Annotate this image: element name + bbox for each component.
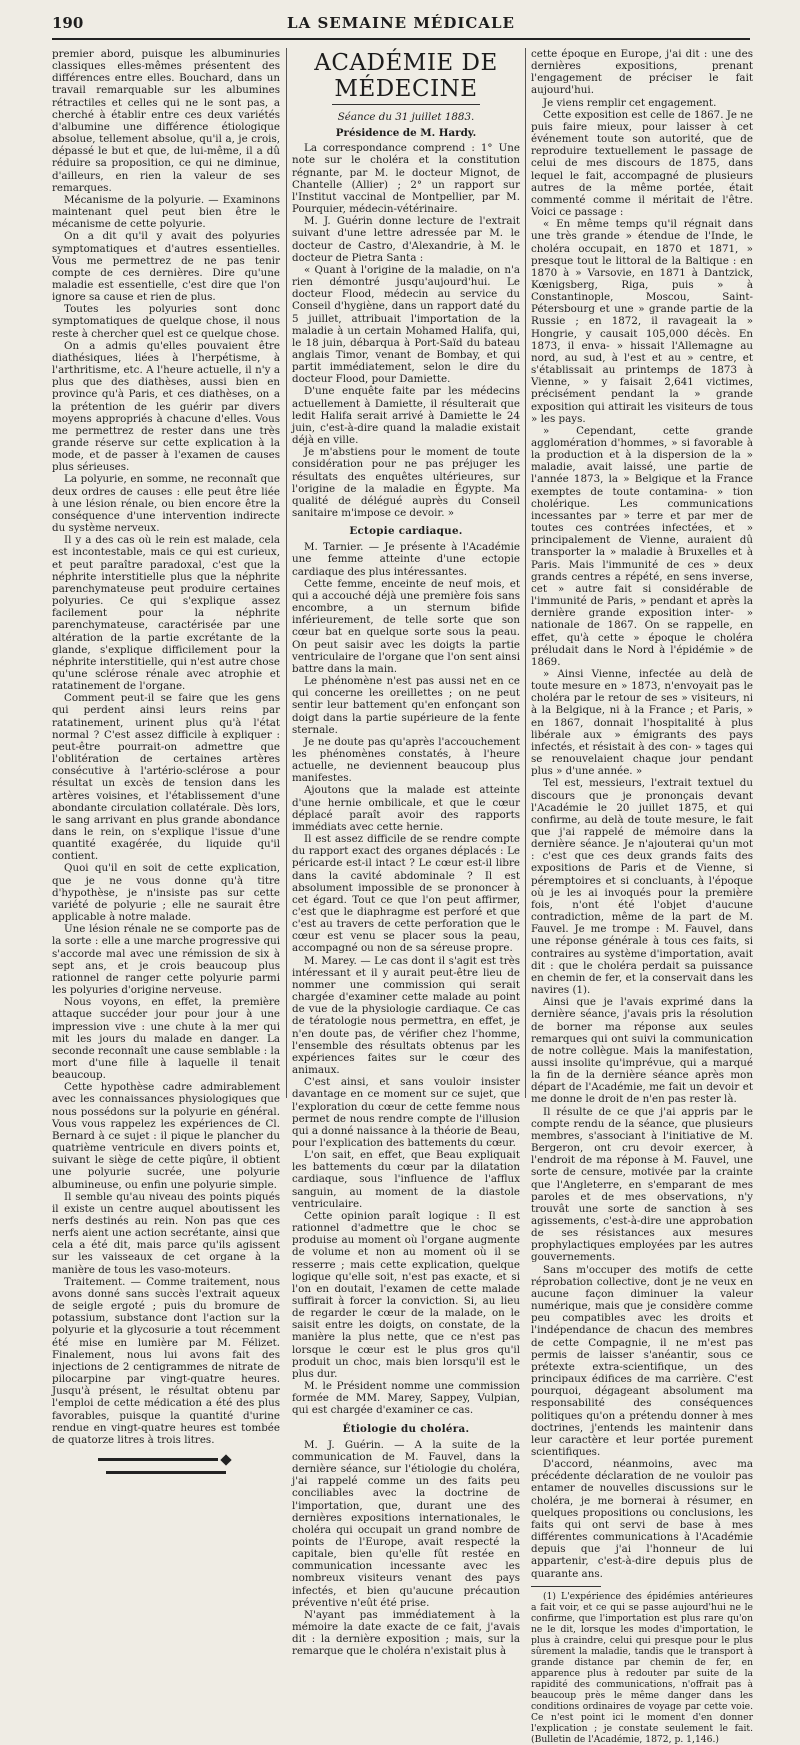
page-header <box>52 14 750 36</box>
ornament-bar <box>98 1458 218 1461</box>
paragraph: Cette exposition est celle de 1867. Je ne puis faire mieux, pour laisser à cet événement toute son autorité, que de reproduire textuellement le passage de celui de mes discours de 1875, dans lequel le fait, accompagné de plusieurs autres de la même portée, était commenté comme il méritait de l'être. Voici ce passage : <box>531 108 753 219</box>
paragraph: Sans m'occuper des motifs de cette réprobation collective, dont je ne veux en aucune façon diminuer la valeur numérique, mais que je considère comme peu compatibles avec les droits et l'indépendance de chacun des membres de cette Compagnie, il ne m'est pas permis de laisser s'anéantir, sous ce prétexte extra-scientifique, un des principaux édifices de ma carrière. C'est pourquoi, dégageant absolument ma responsabilité des conséquences politiques qu'on a prétendu donner à mes doctrines, j'entends les maintenir dans leur caractère et leur portée purement scientifiques. <box>531 1263 753 1458</box>
page-number: 190 <box>52 14 84 32</box>
paragraph: Le phénomène n'est pas aussi net en ce qui concerne les oreillettes ; on ne peut sentir leur battement qu'en enfonçant son doigt dans la partie supérieure de la fente sternale. <box>292 675 520 736</box>
paragraph: Cette femme, enceinte de neuf mois, et qui a accouché déjà une première fois sans encombre, a un sternum bifide inférieurement, de telle sorte que son cœur bat en quelque sorte sous la peau. On peut saisir avec les doigts la partie ventriculaire de l'organe que l'on sent ainsi battre dans la main. <box>292 577 520 675</box>
paragraph: M. J. Guérin donne lecture de l'extrait suivant d'une lettre adressée par M. le docteur de Castro, d'Alexandrie, à M. le docteur de Pietra Santa : <box>292 215 520 264</box>
paragraph: Toutes les polyuries sont donc symptomatiques de quelque chose, il nous reste à chercher quel est ce quelque chose. <box>52 303 280 340</box>
section-title: ACADÉMIE DE MÉDECINE <box>314 50 498 102</box>
section-rule <box>332 104 480 105</box>
subheading-etiologie: Étiologie du choléra. <box>342 1422 470 1435</box>
paragraph: Je viens remplir cet engagement. <box>543 96 717 109</box>
paragraph: Mécanisme de la polyurie. — Examinons maintenant quel peut bien être le mécanisme de cette polyurie. <box>52 193 280 231</box>
running-title: LA SEMAINE MÉDICALE <box>287 14 515 32</box>
paragraph: L'on sait, en effet, que Beau expliquait les battements du cœur par la dilatation cardiaque, sous l'influence de l'afflux sanguin, au moment de la diastole ventriculaire. <box>292 1149 520 1210</box>
column-2 <box>292 48 520 1658</box>
footnote-rule <box>531 1586 601 1587</box>
ornament-bar <box>106 1471 226 1474</box>
paragraph: La correspondance comprend : 1° Une note sur le choléra et la constitution régnante, par M. le docteur Mignot, de Chantelle (Allier) ; 2° un rapport sur l'Institut vaccinal de Montpellier, par M. Pourquier, médecin-vétérinaire. <box>292 142 520 216</box>
paragraph: « Quant à l'origine de la maladie, on n'a rien démontré jusqu'aujourd'hui. Le docteur Flood, médecin au service du Conseil d'hygiène, dans un rapport daté du 5 juillet, attribuait l'importation de la maladie à un certain Mohamed Halifa, qui, le 18 juin, débarqua à Port-Saïd du bateau anglais Timor, venant de Bombay, et qui partit immédiatement, selon le dire du docteur Flood, pour Damiette. <box>292 263 520 386</box>
quoted-paragraph: » Cependant, cette grande agglomération d'hommes, » si favorable à la production et à la dispersion de la » maladie, avait laissé, une partie de l'année 1873, la » Belgique et la France exemptes de toute contamina- » tion cholérique. Les communications incessantes par » terre et par mer de toutes ces contrées infectées, et » principalement de Vienne, auraient dû transporter la » maladie à Bruxelles et à Paris. Mais l'immunité de ces » deux grands centres a répété, en sens inverse, cet » autre fait si considérable de l'immunité de Paris, » pendant et après la dernière grande exposition inter- » nationale de 1867. On se rappelle, en effet, qu'à cette » époque le choléra préludait dans le Nord à l'épidémie » de 1869. <box>531 424 753 668</box>
column-1 <box>52 48 280 1446</box>
column-divider-1 <box>286 48 287 1098</box>
quoted-paragraph: » Ainsi Vienne, infectée au delà de toute mesure en » 1873, n'envoyait pas le choléra par le retour de ses » visiteurs, ni à la Belgique, ni à la France ; et Paris, » en 1867, donnait l'hospitalité à plus libérale aux » émigrants des pays infectés, et résistait à des con- » tages qui se renouvelaient chaque jour pendant plus » d'une année. » <box>531 667 753 778</box>
paragraph: Comment peut-il se faire que les gens qui perdent ainsi leurs reins par ratatinement, urinent plus qu'à l'état normal ? C'est assez difficile à expliquer : peut-être pourrait-on admettre que l'oblitération de certaines artères consécutive à l'artério-sclérose a pour résultat un excès de tension dans les artères voisines, et l'établissement d'une abondante circulation collatérale. Dès lors, le sang arrivant en plus grande abondance dans le rein, on s'explique l'issue d'une quantité exagérée, du liquide qu'il contient. <box>52 692 280 863</box>
paragraph: Il y a des cas où le rein est malade, cela est incontestable, mais ce qui est curieux, et peut paraître paradoxal, c'est que la néphrite interstitielle plus que la néphrite parenchymateuse peut produire certaines polyuries. Ce qui s'explique assez facilement pour la néphrite parenchymateuse, caractérisée par une altération de la partie excrétante de la glande, s'explique difficilement pour la néphrite interstitielle, qui n'est autre chose qu'une sclérose rénale avec atrophie et ratatinement de l'organe. <box>52 534 280 693</box>
column-divider-2 <box>525 48 526 1098</box>
paragraph: M. J. Guérin. — A la suite de la communication de M. Fauvel, dans la dernière séance, sur l'étiologie du choléra, j'ai rappelé comme un des faits peu conciliables avec la doctrine de l'importation, que, durant une des dernières expositions internationales, le choléra qui occupait un grand nombre de points de l'Europe, avait respecté la capitale, bien qu'elle fût restée en communication incessante avec les nombreux visiteurs venant des pays infectés, et bien qu'aucune précaution préventive n'eût été prise. <box>292 1438 520 1609</box>
paragraph: Cette opinion paraît logique : Il est rationnel d'admettre que le choc se produise au moment où l'organe augmente de volume et non au moment où il se resserre ; mais cette explication, quelque logique qu'elle soit, n'est pas exacte, et si l'on en doutait, l'examen de cette malade suffirait à forcer la conviction. Si, au lieu de regarder le cœur de la malade, on le saisit entre les doigts, on constate, de la manière la plus nette, que ce n'est pas lorsque le cœur est le plus gros qu'il produit un choc, mais bien lorsqu'il est le plus dur. <box>292 1209 520 1380</box>
paragraph: D'une enquête faite par les médecins actuellement à Damiette, il résulterait que ledit Halifa serait arrivé à Damiette le 24 juin, c'est-à-dire quand la maladie existait déjà en ville. <box>292 385 520 447</box>
paragraph: Quoi qu'il en soit de cette explication, que je ne vous donne qu'à titre d'hypothèse, je n'insiste pas sur cette variété de polyurie ; elle ne saurait être applicable à notre malade. <box>52 862 280 924</box>
header-rule <box>52 38 750 40</box>
paragraph: Traitement. — Comme traitement, nous avons donné sans succès l'extrait aqueux de seigle ergoté ; puis du bromure de potassium, substance dont l'action sur la polyurie et la glycosurie a tout récemment été mise en lumière par M. Félizet. Finalement, nous lui avons fait des injections de 2 centigrammes de nitrate de pilocarpine par vingt-quatre heures. Jusqu'à présent, le résultat obtenu par l'emploi de cette médication a été des plus favorables, puisque la quantité d'urine rendue en vingt-quatre heures est tombée de quatorze litres à trois litres. <box>52 1275 280 1446</box>
paragraph: N'ayant pas immédiatement à la mémoire la date exacte de ce fait, j'avais dit : la dernière exposition ; mais, sur la remarque que le choléra n'existait plus à <box>292 1608 520 1658</box>
paragraph: La polyurie, en somme, ne reconnaît que deux ordres de causes : elle peut être liée à une lésion rénale, ou bien encore être la conséquence d'une intervention indirecte du système nerveux. <box>52 473 280 535</box>
column-3 <box>531 48 753 1745</box>
presidence-line: Présidence de M. Hardy. <box>335 127 477 140</box>
paragraph: Il est assez difficile de se rendre compte du rapport exact des organes déplacés : Le péricarde est-il intact ? Le cœur est-il libre dans la cavité abdominale ? Il est absolument impossible de se prononcer à cet égard. Tout ce que l'on peut affirmer, c'est que le diaphragme est perforé et que c'est au travers de cette perforation que le cœur est venu se placer sous la peau, accompagné ou non de sa séreuse propre. <box>292 833 520 955</box>
paragraph: Cette hypothèse cadre admirablement avec les connaissances physiologiques que nous possédons sur la polyurie en général. Vous vous rappelez les expériences de Cl. Bernard à ce sujet : il pique le plancher du quatrième ventricule en divers points et, suivant le siège de cette piqûre, il obtient une polyurie sucrée, une polyurie albumineuse, ou enfin une polyurie simple. <box>52 1081 280 1191</box>
paragraph: Une lésion rénale ne se comporte pas de la sorte : elle a une marche progressive qui s'accorde mal avec une rémission de six à sept ans, et je crois beaucoup plus rationnel de ranger cette polyurie parmi les polyuries d'origine nerveuse. <box>52 923 280 997</box>
paragraph: Tel est, messieurs, l'extrait textuel du discours que je prononçais devant l'Académie le 20 juillet 1875, et qui confirme, au delà de toute mesure, le fait que j'ai rappelé de mémoire dans la dernière séance. Je n'ajouterai qu'un mot : c'est que ces deux grands faits des expositions de Paris et de Vienne, si péremptoires et si concluants, à l'époque où je les ai invoqués pour la première fois, n'ont été l'objet d'aucune contradiction, même de la part de M. Fauvel. Je me trompe : M. Fauvel, dans une réponse générale à tous ces faits, si contraires au système d'importation, avait dit : que le choléra perdait sa puissance en chemin de fer, et la conservait dans les navires (1). <box>531 777 753 997</box>
paragraph: Je m'abstiens pour le moment de toute considération pour ne pas préjuger les résultats des enquêtes ultérieures, sur l'origine de la maladie en Égypte. Ma qualité de délégué auprès du Conseil sanitaire m'impose ce devoir. » <box>292 446 520 519</box>
paragraph: Nous voyons, en effet, la première attaque succéder jour pour jour à une impression vive : une chute à la mer qui mit les jours du malade en danger. La seconde reconnaît une cause semblable : la mort d'une fille à laquelle il tenait beaucoup. <box>52 996 280 1082</box>
paragraph: cette époque en Europe, j'ai dit : une des dernières expositions, prenant l'engagement de préciser le fait aujourd'hui. <box>531 48 753 97</box>
paragraph: M. Tarnier. — Je présente à l'Académie une femme atteinte d'une ectopie cardiaque des plus intéressantes. <box>292 541 520 578</box>
ornament-diamond <box>220 1454 231 1465</box>
paragraph: Je ne doute pas qu'après l'accouchement les phénomènes constatés, à l'heure actuelle, ne deviennent beaucoup plus manifestes. <box>292 735 520 785</box>
paragraph: M. le Président nomme une commission formée de MM. Marey, Sappey, Vulpian, qui est chargée d'examiner ce cas. <box>292 1380 520 1417</box>
paragraph: Ainsi que je l'avais exprimé dans la dernière séance, j'avais pris la résolution de borner ma réponse aux seules remarques qui ont suivi la communication de notre collègue. Mais la manifestation, aussi insolite qu'imprévue, qui a marqué la fin de la dernière séance après mon départ de l'Académie, me fait un devoir et me donne le droit de n'en pas rester là. <box>531 996 753 1106</box>
paragraph: C'est ainsi, et sans vouloir insister davantage en ce moment sur ce sujet, que l'exploration du cœur de cette femme nous permet de nous rendre compte de l'illusion qui a donné naissance à la théorie de Beau, pour l'explication des battements du cœur. <box>292 1076 520 1149</box>
paragraph: Il résulte de ce que j'ai appris par le compte rendu de la séance, que plusieurs membres, s'associant à l'initiative de M. Bergeron, ont cru devoir exercer, à l'endroit de ma réponse à M. Fauvel, une sorte de censure, motivée par la crainte que l'Angleterre, en s'emparant de mes paroles et de mes observations, n'y trouvât une sorte de sanction à ses agissements, c'est-à-dire une approbation de ses résistances aux mesures prophylactiques employées par les autres gouvernements. <box>531 1105 753 1264</box>
paragraph: On a admis qu'elles pouvaient être diathésiques, liées à l'herpétisme, à l'arthritisme, etc. A l'heure actuelle, il n'y a plus que des diathèses, aussi bien en province qu'à Paris, et ces diathèses, on a la prétention de les guérir par divers moyens appropriés à chacune d'elles. Vous me permettrez de rester dans une très grande réserve sur cette explication à la mode, et de passer à l'examen de causes plus sérieuses. <box>52 339 280 474</box>
end-ornament <box>52 1454 280 1464</box>
session-date: Séance du 31 juillet 1883. <box>337 111 475 123</box>
paragraph: M. Marey. — Le cas dont il s'agit est très intéressant et il y aurait peut-être lieu de nommer une commission qui serait chargée d'examiner cette malade au point de vue de la physiologie cardiaque. Ce cas de tératologie nous permettra, en effet, je n'en doute pas, de vérifier chez l'homme, l'ensemble des résultats obtenus par les expériences faites sur le cœur des animaux. <box>292 954 520 1077</box>
quoted-paragraph: « En même temps qu'il régnait dans une très grande » étendue de l'Inde, le choléra occupait, en 1870 et 1871, » presque tout le littoral de la Baltique : en 1870 à » Varsovie, en 1871 à Dantzick, Kœnigsberg, Riga, puis » à Constantinople, Moscou, Saint-Pétersbourg et une » grande partie de la Russie ; en 1872, il ravageait la » Hongrie, y causait 105,000 décès. En 1873, il enva- » hissait l'Allemagne au nord, au sud, à l'est et au » centre, et s'établissait au printemps de 1873 à Vienne, » y faisait 2,641 victimes, précisément pendant la » grande exposition qui attirait les visiteurs de tous » les pays. <box>531 218 753 425</box>
paragraph: premier abord, puisque les albuminuries classiques elles-mêmes présentent des différences entre elles. Bouchard, dans un travail remarquable sur les albumines rétractiles et celles qui ne le sont pas, a cherché à établir entre ces deux variétés d'albumine une différence étiologique absolue, tellement absolue, qu'il a, je crois, dépassé le but et que, de lui-même, il a dû réduire sa proposition, ce qui ne diminue, d'ailleurs, en rien la valeur de ses remarques. <box>52 48 280 194</box>
paragraph: Ajoutons que la malade est atteinte d'une hernie ombilicale, et que le cœur déplacé paraît avoir des rapports immédiats avec cette hernie. <box>292 784 520 833</box>
paragraph: On a dit qu'il y avait des polyuries symptomatiques et d'autres essentielles. Vous me permettrez de ne pas tenir compte de ces dernières. Dire qu'une maladie est essentielle, c'est dire que l'on ignore sa cause et rien de plus. <box>52 230 280 304</box>
subheading-ectopie: Ectopie cardiaque. <box>349 525 463 538</box>
paragraph: D'accord, néanmoins, avec ma précédente déclaration de ne vouloir pas entamer de nouvelles discussions sur le choléra, je me bornerai à résumer, en quelques propositions ou conclusions, les faits qui ont servi de base à mes différentes communications à l'Académie depuis que j'ai l'honneur de lui appartenir, c'est-à-dire depuis plus de quarante ans. <box>531 1458 753 1580</box>
footnote: (1) L'expérience des épidémies antérieures a fait voir, et ce qui se passe aujourd'hui ne le confirme, que l'importation est plus rare qu'on ne le dit, lorsque les modes d'importation, le plus à craindre, celui qui presque pour le plus sûrement la maladie, tandis que le transport à grande distance par chemin de fer, en apparence plus à redouter par suite de la rapidité des communications, n'offrait pas à beaucoup près le même danger dans les conditions ordinaires de voyage par cette voie. Ce n'est point ici le moment d'en donner l'explication ; je constate seulement le fait. (Bulletin de l'Académie, 1872, p. 1,146.) <box>531 1590 753 1745</box>
paragraph: Il semble qu'au niveau des points piqués il existe un centre auquel aboutissent les nerfs destinés au rein. Non pas que ces nerfs aient une action secrétante, ainsi que cela a été dit, mais parce qu'ils agissent sur les vaisseaux de cet organe à la manière de tous les vaso-moteurs. <box>52 1190 280 1276</box>
